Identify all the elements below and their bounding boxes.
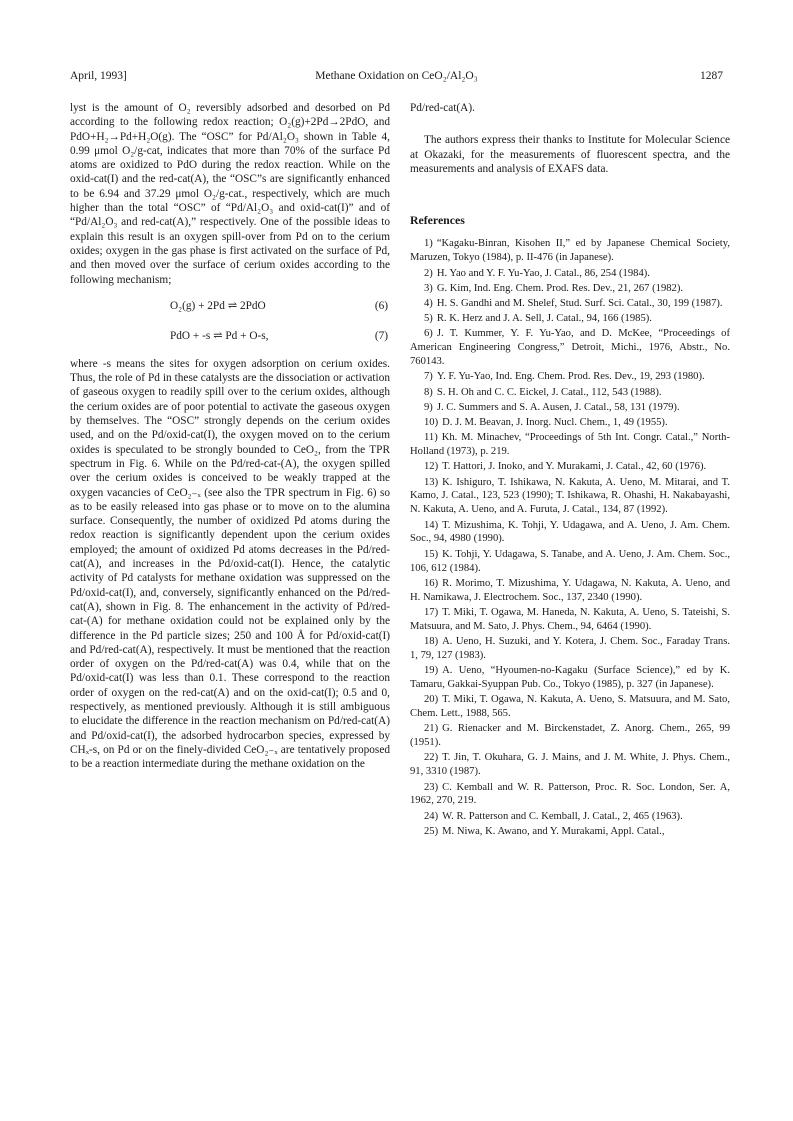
acknowledgment: The authors express their thanks to Institute for Molecular Science at Okazaki, for the measurements of fluorescent spectra, and the measurements and analysis of EXAFS data. bbox=[410, 134, 730, 175]
page-number: 1287 bbox=[700, 70, 723, 82]
reference-text: K. Tohji, Y. Udagawa, S. Tanabe, and A. Ueno, J. Am. Chem. Soc., 106, 612 (1984). bbox=[410, 548, 730, 574]
left-column bbox=[70, 101, 390, 771]
reference-text: A. Ueno, “Hyoumen-no-Kagaku (Surface Science),” ed by K. Tamaru, Gakkai-Syuppan Pub. Co., Tokyo (1985), p. 327 (in Japanese). bbox=[410, 665, 730, 691]
running-header bbox=[70, 70, 723, 86]
reference-item bbox=[410, 386, 730, 400]
reference-text: R. Morimo, T. Mizushima, Y. Udagawa, N. Kakuta, A. Ueno, and H. Namikawa, J. Electrochem. Soc., 137, 2340 (1990). bbox=[410, 577, 730, 603]
reference-number: 10) bbox=[424, 417, 439, 429]
reference-number: 14) bbox=[424, 519, 439, 531]
references-heading: References bbox=[410, 213, 465, 228]
reference-item bbox=[410, 431, 730, 459]
reference-text: W. R. Patterson and C. Kemball, J. Catal., 2, 465 (1963). bbox=[442, 810, 683, 822]
reference-item bbox=[410, 282, 730, 296]
reference-text: K. Ishiguro, T. Ishikawa, N. Kakuta, A. Ueno, M. Mitarai, and T. Kamo, J. Catal., 123, 523 (1990); T. Ishikawa, R. Ohashi, H. Nakabayashi, N. Kakuta, A. Ueno, and A. Furuta, J. Catal., 134, 87 (1992). bbox=[410, 476, 730, 516]
body-paragraph-2: where -s means the sites for oxygen adsorption on cerium oxides. Thus, the role of Pd in these catalysts are the dissociation or activation of gaseous oxygen to readily spill over to the cerium oxides, although the cerium oxides are of poor potential to activate the gaseous oxygen by themselves. The “OSC” strongly depends on the cerium oxides used, and on the Pd/oxid-cat(I), the oxygen moved on to the cerium oxides is speculated to be strongly bounded to CeO₂, from the TPR spectrum in Fig. 6. While on the Pd/red-cat-(A), the oxygen spilled over the cerium oxides is conceived to be weakly trapped at the oxygen vacancies of CeO₂₋ₓ (see also the TPR spectrum in Fig. 6) so as to be easily released into gas phase or to move on to the alumina surface. Consequently, the number of oxidized Pd atoms during the redox reaction is significantly dependent upon the cerium oxides employed; the amount of oxidized Pd atoms decreases in the Pd/red-cat(A), and increases in the Pd/oxid-cat(I). Hence, the catalytic activity of Pd catalysts for methane oxidation was suppressed on the Pd/oxid-cat(I), and, conversely, significantly enhanced on the Pd/red-cat(A), shown in Fig. 8. The enhancement in the activity of Pd/red-cat-(A) for methane oxidation could not be explained only by the difference in the Pd particle sizes; 250 and 100 Å for Pd/oxid-cat(I) and Pd/red-cat(A), respectively. It must be mentioned that the reaction order of oxygen on the Pd/red-cat(A) was 0.4, while that on the Pd/oxid-cat(I) was less than 0.1. These correspond to the reaction order of oxygen on the red-cat(A) and on the oxid-cat(I); 0.5 and 0, respectively, as mentioned previously. Although it is still ambiguous to elucidate the difference in the reaction mechanism on Pd/red-cat(A) and Pd/oxid-cat(I), the adsorbed hydrocarbon species, expressed by CHₓ-s, on Pd or on the finely-divided CeO₂₋ₓ are tentatively proposed to be a reaction intermediate during the methane oxidation on the bbox=[70, 357, 390, 771]
reference-item bbox=[410, 606, 730, 634]
reference-number: 9) bbox=[424, 401, 433, 413]
reference-number: 23) bbox=[424, 781, 439, 793]
reference-text: G. Kim, Ind. Eng. Chem. Prod. Res. Dev., 21, 267 (1982). bbox=[436, 282, 684, 294]
reference-number: 18) bbox=[424, 636, 439, 647]
reference-number: 13) bbox=[424, 476, 439, 488]
reference-number: 3) bbox=[424, 282, 433, 294]
reference-text: T. Miki, T. Ogawa, N. Kakuta, A. Ueno, S. Matsuura, and M. Sato, Chem. Lett., 1988, 565. bbox=[410, 694, 730, 720]
reference-text: Y. F. Yu-Yao, Ind. Eng. Chem. Prod. Res. Dev., 19, 293 (1980). bbox=[436, 371, 705, 383]
reference-number: 1) bbox=[424, 238, 433, 250]
reference-number: 24) bbox=[424, 810, 439, 822]
reference-number: 12) bbox=[424, 461, 439, 473]
reference-number: 16) bbox=[424, 577, 439, 589]
reference-item bbox=[410, 751, 730, 779]
reference-text: R. K. Herz and J. A. Sell, J. Catal., 94, 166 (1985). bbox=[436, 313, 652, 325]
reference-item bbox=[410, 297, 730, 311]
equation-6 bbox=[70, 295, 390, 319]
reference-number: 2) bbox=[424, 267, 433, 279]
equation-6-expression: O₂(g) + 2Pd ⇌ 2PdO bbox=[170, 299, 266, 312]
reference-text: D. J. M. Beavan, J. Inorg. Nucl. Chem., 1, 49 (1955). bbox=[442, 417, 668, 429]
reference-item bbox=[410, 519, 730, 547]
reference-number: 11) bbox=[424, 432, 438, 444]
header-date: April, 1993] bbox=[70, 70, 127, 82]
reference-item bbox=[410, 722, 730, 750]
reference-text: J. T. Kummer, Y. F. Yu-Yao, and D. McKee, “Proceedings of American Engineering Congress,” Detroit, Michi., 1976, Abstr., No. 760143. bbox=[410, 328, 730, 368]
reference-item bbox=[410, 577, 730, 605]
reference-number: 5) bbox=[424, 313, 433, 325]
reference-item bbox=[410, 664, 730, 692]
reference-number: 4) bbox=[424, 298, 433, 309]
reference-item bbox=[410, 693, 730, 721]
right-column bbox=[410, 101, 730, 840]
reference-text: T. Miki, T. Ogawa, M. Haneda, N. Kakuta, A. Ueno, S. Tateishi, S. Matsuura, and M. Sato, J. Phys. Chem., 94, 6464 (1990). bbox=[410, 606, 730, 632]
reference-number: 20) bbox=[424, 694, 439, 706]
reference-text: C. Kemball and W. R. Patterson, Proc. R. Soc. London, Ser. A, 1962, 270, 219. bbox=[410, 781, 730, 807]
reference-item bbox=[410, 810, 730, 824]
equation-7-expression: PdO + -s ⇌ Pd + O-s, bbox=[170, 329, 269, 342]
reference-number: 8) bbox=[424, 386, 433, 398]
reference-number: 25) bbox=[424, 825, 439, 837]
reference-item bbox=[410, 781, 730, 809]
reference-item bbox=[410, 825, 730, 839]
reference-number: 17) bbox=[424, 606, 439, 618]
reference-number: 15) bbox=[424, 548, 439, 560]
reference-text: T. Jin, T. Okuhara, G. J. Mains, and J. M. White, J. Phys. Chem., 91, 3310 (1987). bbox=[410, 752, 730, 778]
reference-number: 21) bbox=[424, 723, 439, 735]
reference-number: 7) bbox=[424, 371, 433, 383]
reference-item bbox=[410, 267, 730, 281]
reference-list bbox=[410, 237, 730, 838]
reference-text: Kh. M. Minachev, “Proceedings of 5th Int. Congr. Catal.,” North-Holland (1973), p. 219. bbox=[410, 432, 730, 458]
body-paragraph-1: lyst is the amount of O₂ reversibly adsorbed and desorbed on Pd according to the following redox reaction; O₂(g)+2Pd→2PdO, and PdO+H₂→Pd+H₂O(g). The “OSC” for Pd/Al₂O₃ shown in Table 4, 0.99 μmol O₂/g-cat, indicates that more than 70% of the surface Pd atoms are oxidized to PdO during the redox reaction. While on the oxid-cat(I) and the red-cat(A), the “OSC”s are significantly enhanced to be 6.94 and 37.29 μmol O₂/g-cat., respectively, which are much higher than the total “OSC” of “Pd/Al₂O₃ and oxid-cat(I)” and of “Pd/Al₂O₃ and red-cat(A),” respectively. One of the possible ideas to explain this result is an oxygen spill-over from Pd on to the cerium oxides; oxygen in the gas phase is first activated on the surface of Pd, and then moved over the surface of cerium oxides according to the following mechanism; bbox=[70, 102, 390, 286]
reference-text: H. S. Gandhi and M. Shelef, Stud. Surf. Sci. Catal., 30, 199 (1987). bbox=[436, 298, 723, 309]
reference-item bbox=[410, 237, 730, 265]
reference-text: “Kagaku-Binran, Kisohen II,” ed by Japanese Chemical Society, Maruzen, Tokyo (1984), p. II-476 (in Japanese). bbox=[410, 238, 730, 264]
reference-text: H. Yao and Y. F. Yu-Yao, J. Catal., 86, 254 (1984). bbox=[436, 267, 650, 279]
reference-item bbox=[410, 460, 730, 474]
reference-text: T. Hattori, J. Inoko, and Y. Murakami, J. Catal., 42, 60 (1976). bbox=[442, 461, 707, 473]
reference-item bbox=[410, 312, 730, 326]
equation-7 bbox=[70, 325, 390, 349]
equation-6-number: (6) bbox=[374, 299, 388, 312]
reference-number: 6) bbox=[424, 328, 433, 340]
reference-text: T. Mizushima, K. Tohji, Y. Udagawa, and A. Ueno, J. Am. Chem. Soc., 94, 4980 (1990). bbox=[410, 519, 730, 545]
reference-text: A. Ueno, H. Suzuki, and Y. Kotera, J. Chem. Soc., Faraday Trans. 1, 79, 127 (1983). bbox=[410, 636, 730, 661]
reference-text: J. C. Summers and S. A. Ausen, J. Catal., 58, 131 (1979). bbox=[436, 401, 680, 413]
reference-text: S. H. Oh and C. C. Eickel, J. Catal., 112, 543 (1988). bbox=[436, 386, 662, 398]
reference-number: 19) bbox=[424, 665, 439, 677]
reference-text: G. Rienacker and M. Birckenstadet, Z. Anorg. Chem., 265, 99 (1951). bbox=[410, 723, 730, 749]
reference-text: M. Niwa, K. Awano, and Y. Murakami, Appl. Catal., bbox=[442, 825, 665, 837]
continuation-text: Pd/red-cat(A). bbox=[410, 102, 475, 114]
reference-item bbox=[410, 548, 730, 576]
reference-number: 22) bbox=[424, 752, 439, 764]
reference-item bbox=[410, 635, 730, 663]
reference-item bbox=[410, 370, 730, 384]
header-title: Methane Oxidation on CeO₂/Al₂O₃ bbox=[315, 70, 478, 82]
reference-item bbox=[410, 327, 730, 369]
equation-7-number: (7) bbox=[374, 329, 388, 342]
reference-item bbox=[410, 476, 730, 518]
reference-item bbox=[410, 401, 730, 415]
reference-item bbox=[410, 416, 730, 430]
